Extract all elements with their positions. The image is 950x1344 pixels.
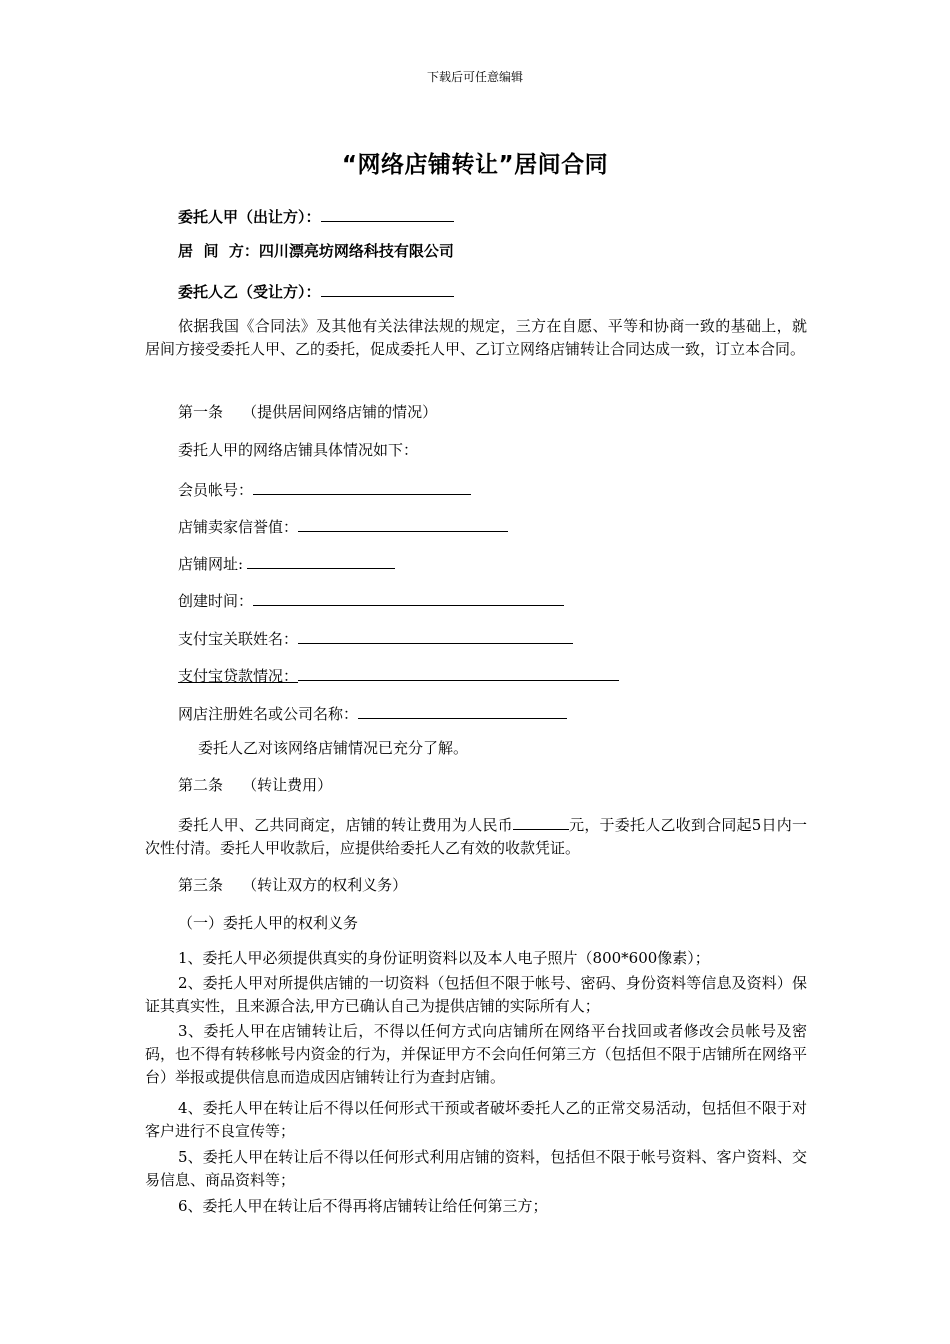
alipay-name-blank[interactable] [298, 626, 573, 644]
created-time-label: 创建时间： [178, 592, 254, 610]
article3-subheading: （一）委托人甲的权利义务 [178, 914, 359, 932]
alipay-loan-line [178, 663, 619, 686]
article3-item-1: 1、委托人甲必须提供真实的身份证明资料以及本人电子照片（800*600像素）； [178, 949, 710, 967]
member-account-line [178, 477, 471, 500]
article1-acknowledge: 委托人乙对该网络店铺情况已充分了解。 [198, 739, 469, 757]
shop-url-blank[interactable] [247, 551, 395, 569]
preamble-paragraph: 依据我国《合同法》及其他有关法律法规的规定，三方在自愿、平等和协商一致的基础上，就居间方接受委托人甲、乙的委托，促成委托人甲、乙订立网络店铺转让合同达成一致，订立本合同。 [145, 317, 807, 358]
shop-url-label: 店铺网址: [178, 555, 244, 573]
article3-heading: 第三条 （转让双方的权利义务） [178, 876, 408, 894]
intermediary-line [178, 241, 454, 261]
registrant-line [178, 701, 567, 724]
article3-item-6: 6、委托人甲在转让后不得再将店铺转让给任何第三方； [178, 1197, 548, 1215]
party-a-blank[interactable] [321, 204, 454, 222]
party-b-blank[interactable] [321, 279, 454, 297]
registrant-label: 网店注册姓名或公司名称： [178, 705, 359, 723]
shop-url-line [178, 551, 395, 574]
intermediary-value: 四川漂亮坊网络科技有限公司 [258, 242, 454, 260]
member-account-blank[interactable] [253, 477, 471, 495]
article1-heading: 第一条 （提供居间网络店铺的情况） [178, 403, 438, 421]
alipay-loan-blank[interactable] [298, 663, 619, 681]
seller-credit-label: 店铺卖家信誉值： [178, 518, 299, 536]
party-a-line [178, 204, 454, 227]
created-time-blank[interactable] [253, 588, 564, 606]
seller-credit-blank[interactable] [298, 514, 508, 532]
article2-paragraph [145, 813, 807, 860]
article3-item-5: 5、委托人甲在转让后不得以任何形式利用店铺的资料，包括但不限于帐号资料、客户资料、交易信息、商品资料等； [145, 1148, 807, 1189]
article2-text-before: 委托人甲、乙共同商定，店铺的转让费用为人民币 [178, 816, 513, 834]
article3-item-3: 3、委托人甲在店铺转让后，不得以任何方式向店铺所在网络平台找回或者修改会员帐号及密码，也不得有转移帐号内资金的行为，并保证甲方不会向任何第三方（包括但不限于店铺所在网络平台）举报或提供信息而造成因店铺转让行为查封店铺。 [145, 1022, 807, 1086]
article2-heading: 第二条 （转让费用） [178, 776, 333, 794]
seller-credit-line [178, 514, 508, 537]
created-time-line [178, 588, 564, 611]
fee-amount-blank[interactable] [513, 813, 569, 830]
article3-item-2: 2、委托人甲对所提供店铺的一切资料（包括但不限于帐号、密码、身份资料等信息及资料）保证其真实性，且来源合法,甲方已确认自己为提供店铺的实际所有人； [145, 974, 807, 1015]
article3-item-4: 4、委托人甲在转让后不得以任何形式干预或者破坏委托人乙的正常交易活动，包括但不限于对客户进行不良宣传等； [145, 1099, 807, 1140]
party-b-label: 委托人乙（受让方）： [178, 283, 321, 301]
contract-title: “网络店铺转让”居间合同 [341, 152, 609, 178]
article2-text-after: 元，于委托人乙收到合同起5日内一次性付清。委托人甲收款后，应提供给委托人乙有效的收款凭证。 [145, 816, 807, 857]
alipay-name-line [178, 626, 573, 649]
party-a-label: 委托人甲（出让方）： [178, 208, 321, 226]
intermediary-label: 居 间 方： [178, 242, 259, 260]
alipay-name-label: 支付宝关联姓名： [178, 630, 299, 648]
header-note: 下载后可任意编辑 [426, 70, 523, 84]
member-account-label: 会员帐号： [178, 481, 254, 499]
registrant-blank[interactable] [358, 701, 567, 719]
article1-intro: 委托人甲的网络店铺具体情况如下： [178, 441, 419, 459]
alipay-loan-label: 支付宝贷款情况： [178, 667, 299, 685]
party-b-line [178, 279, 454, 302]
